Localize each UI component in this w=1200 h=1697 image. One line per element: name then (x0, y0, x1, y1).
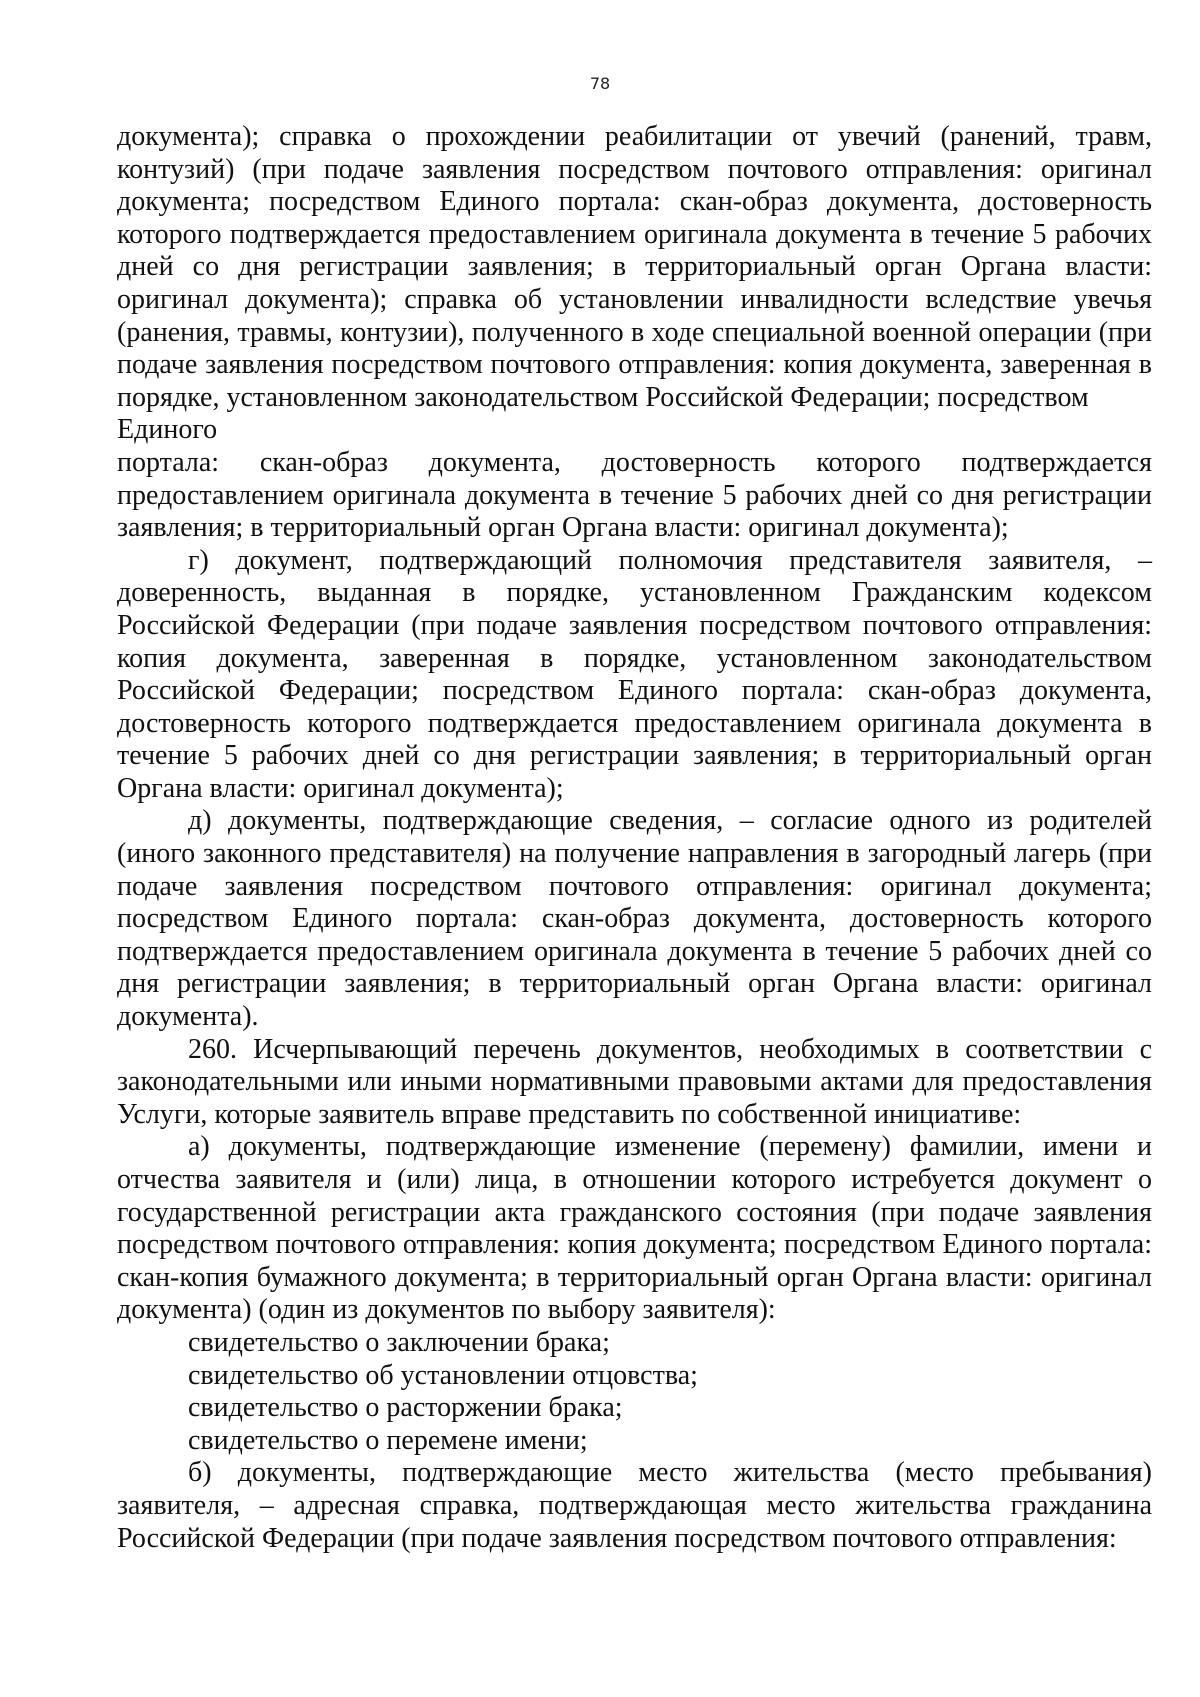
paragraph-continuation-portal: портала: скан-образ документа, достоверность которого подтверждается предоставлением оригинала документа в течение 5 рабочих дней со дня регистрации заявления; в территориальный орган Органа власти: оригинал документа); (117, 446, 1152, 544)
list-item-divorce-certificate: свидетельство о расторжении брака; (188, 1392, 623, 1424)
paragraph-item-g: г) документ, подтверждающий полномочия представителя заявителя, – доверенность, выданная в порядке, установленном Гражданским кодексом Российской Федерации (при подаче заявления посредством почтового отправления: копия документа, заверенная в порядке, установленном законодательством Российской Федерации; посредством Единого портала: скан-образ документа, достоверность которого подтверждается предоставлением оригинала документа в течение 5 рабочих дней со дня регистрации заявления; в территориальный орган Органа власти: оригинал документа); (117, 544, 1152, 804)
document-body (117, 121, 1152, 1555)
paragraph-item-a: а) документы, подтверждающие изменение (перемену) фамилии, имени и отчества заявителя и (или) лица, в отношении которого истребуется документ о государственной регистрации акта гражданского состояния (при подаче заявления посредством почтового отправления: копия документа; посредством Единого портала: скан-копия бумажного документа; в территориальный орган Органа власти: оригинал документа) (один из документов по выбору заявителя): (117, 1131, 1152, 1326)
paragraph-260: 260. Исчерпывающий перечень документов, необходимых в соответствии с законодательными или иными нормативными правовыми актами для предоставления Услуги, которые заявитель вправе представить по собственной инициативе: (117, 1033, 1152, 1130)
list-item-name-change-certificate: свидетельство о перемене имени; (188, 1424, 588, 1456)
page-number: 78 (589, 74, 611, 93)
list-item-marriage-certificate: свидетельство о заключении брака; (188, 1326, 610, 1358)
paragraph-item-d: д) документы, подтверждающие сведения, – согласие одного из родителей (иного законного представителя) на получение направления в загородный лагерь (при подаче заявления посредством почтового отправления: оригинал документа; посредством Единого портала: скан-образ документа, достоверность которого подтверждается предоставлением оригинала документа в течение 5 рабочих дней со дня регистрации заявления; в территориальный орган Органа власти: оригинал документа). (117, 805, 1152, 1033)
paragraph-continuation: документа); справка о прохождении реабилитации от увечий (ранений, травм, контузий) (при подаче заявления посредством почтового отправления: оригинал документа; посредством Единого портала: скан-образ документа, достоверность которого подтверждается предоставлением оригинала документа в течение 5 рабочих дней со дня регистрации заявления; в территориальный орган Органа власти: оригинал документа); справка об установлении инвалидности вследствие увечья (ранения, травмы, контузии), полученного в ходе специальной военной операции (при подаче заявления посредством почтового отправления: копия документа, заверенная в порядке, установленном законодательством Российской Федерации; посредством (117, 121, 1152, 413)
paragraph-item-b: б) документы, подтверждающие место жительства (место пребывания) заявителя, – адресная справка, подтверждающая место жительства гражданина Российской Федерации (при подаче заявления посредством почтового отправления: (117, 1457, 1152, 1554)
list-item-paternity-certificate: свидетельство об установлении отцовства; (188, 1359, 698, 1391)
paragraph-line-break: Единого (117, 414, 218, 446)
